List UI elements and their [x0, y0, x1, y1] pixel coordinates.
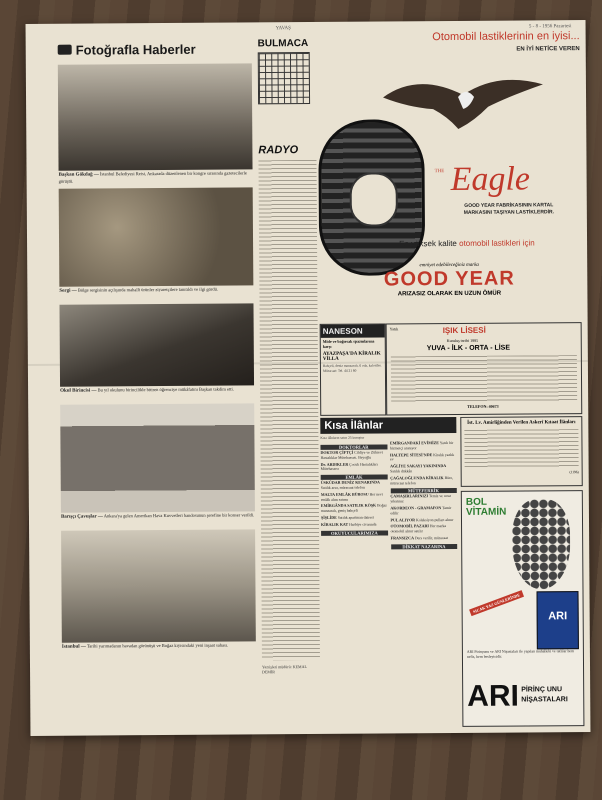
radio-program-text	[258, 160, 319, 660]
military-notice	[460, 416, 582, 487]
classified-entry: HALTEPE SİTESİ'NDE Kiralık yazlık ev	[390, 451, 455, 462]
military-notice-body	[464, 429, 578, 468]
hot-days-badge: SICAK YAZ GÜNLERİNDE	[469, 590, 524, 616]
naneson-ad	[320, 323, 387, 415]
camera-icon	[58, 45, 72, 55]
classifieds-column-2	[390, 441, 457, 549]
imprint: Yazıişleri müdürü: KEMAL DEMİR	[261, 664, 307, 675]
grapes-icon	[512, 499, 571, 589]
tire-hub	[350, 172, 398, 226]
classified-entry: ÇAMAŞIRLARINIZI Temiz ve ucuz yıkatınız	[390, 493, 452, 504]
photo-news-title: Fotoğrafla Haberler	[75, 41, 196, 58]
eagle-brand: Eagle	[450, 160, 531, 198]
classified-entry: DOKTOR ÇİFTÇİ Cildiye ve Zührevi Hastalıklar Mütehassısı. Beyoğlu	[320, 449, 383, 460]
classified-entry: FRANSIZCA Ders verilir, müracaat	[390, 535, 448, 541]
classified-entry: ÇAĞALOĞLUNDA KİRALIK Büro, müracaat telefon	[390, 474, 454, 486]
photo-news-column	[58, 36, 257, 727]
classified-entry: PUL ALIYOR Koleksiyon pulları alınır	[390, 516, 454, 522]
goodyear-tagline: ARIZASIZ OLARAK EN UZUN ÖMÜR	[397, 290, 502, 298]
ad-subheadline: EN İYİ NETİCE VEREN	[516, 46, 580, 53]
puzzle-radio-column	[258, 38, 321, 726]
classifieds-section	[320, 417, 458, 726]
category-header: EMLÂK	[321, 475, 388, 480]
classified-entry: ŞİŞLİDE Satılık apartman dairesi	[320, 514, 374, 520]
goodyear-eagle-ad	[318, 30, 582, 322]
classified-entry: Dr. ARDIKLER Çocuk Hastalıkları Mütehassısı	[320, 461, 378, 472]
military-notice-title: İst. Lv. Amirliğinden Verilen Askerî Kıtaat İlânları	[467, 420, 576, 426]
isik-established: Kuruluş tarihi 1885	[446, 337, 479, 344]
newspaper-page	[26, 20, 591, 736]
radio-title: RADYO	[258, 144, 299, 157]
photo-caption-1: Başkan Gökdağ — İstanbul Belediyesi Reisi, Ankarada düzenlenen bir kongre sırasında gazetecilerle görüştü.	[58, 170, 247, 184]
page-topline-right: 5 - 8 - 1956 Pazartesi	[528, 24, 572, 30]
classified-entry: EMİRGANDAKİ EVİMİZE Yatılı bir hizmetçi aranıyor	[389, 440, 454, 451]
photo-news-header	[58, 36, 252, 61]
classified-entry: KİRALIK KAT Harbiye civarında	[321, 521, 377, 527]
goodyear-logo: GOOD YEAR	[383, 267, 515, 291]
category-header: MÜTEFERRİK	[390, 488, 457, 493]
isik-lisesi-ad	[386, 322, 583, 415]
classifieds-column-1	[320, 441, 387, 549]
the-label: THE	[434, 169, 445, 175]
vitamin-slogan: BOL VİTAMİN	[465, 496, 507, 518]
news-photo-3	[59, 303, 254, 386]
product-box: ARI	[536, 591, 578, 649]
isik-topic: Yatılı	[389, 326, 399, 332]
ayazpasa-body: Bahçeli, deniz manzaralı, 6 oda, kalorifer. Müracaat: Tel. 44 21 60	[322, 363, 382, 373]
photo-caption-2: Sergi — Bölge sergisinin açılışında mahalli ürünler ziyaretçilere tanıtıldı ve ilgi gördü.	[59, 286, 219, 294]
news-photo-1	[58, 63, 253, 170]
isik-levels: YUVA - İLK - ORTA - LİSE	[426, 344, 511, 353]
tire-illustration	[318, 119, 425, 276]
crossword-title: BULMACA	[257, 37, 309, 50]
classified-entry: AKORDEON - GRAMAFON Tamir edilir	[390, 505, 452, 516]
photo-caption-4: Barışçı Çavuşlar — Ankara'ya gelen Amerikan Hava Kuvvetleri bandosunun şerefine bir konser verildi.	[60, 512, 255, 520]
news-photo-2	[59, 187, 254, 286]
attention-notice: DİKKAT NAZARINA	[391, 544, 458, 549]
page-topline-left: YAVAŞ	[275, 26, 291, 32]
isik-name: IŞIK LİSESİ	[442, 325, 486, 336]
classified-entry: ÜSKÜDAR DENİZ KENARINDA Satılık arsa, müracaat telefon	[320, 479, 380, 490]
isik-telephone: TELEFON: 40673	[467, 403, 499, 409]
classified-entry: OTOMOBİL PAZARI Her marka otomobil alınır satılır	[390, 523, 447, 534]
news-photo-4	[60, 403, 255, 512]
crossword-grid	[258, 52, 310, 104]
readers-notice: OKUYUCULARIMIZA	[321, 530, 388, 535]
classifieds-subtitle: Kısa ilânların satırı 25 kuruştur	[320, 435, 365, 440]
eagle-description: GOOD YEAR FABRİKASININ KARTAL MARKASINI TAŞIYAN LASTİKLERDİR.	[463, 202, 555, 216]
naneson-tag: Mide ve bağırsak spazmlarına karşı	[322, 338, 375, 349]
classified-entry: MALTA EMLÂK BÜROSU Her nevi emlâk alım satımı	[320, 491, 383, 502]
goodyear-small-text: emniyet edebileceğiniz marka	[419, 262, 479, 269]
ari-product-name: PİRİNÇ UNU NİŞASTALARI	[521, 686, 568, 704]
goodyear-logo-block	[324, 262, 574, 298]
classifieds-title: Kısa İlânlar	[320, 417, 456, 434]
photo-caption-5: İstanbul — Tarihi yarımadanın havadan görünüşü ve Boğaz kıyısındaki yeni inşaat sahası.	[61, 642, 229, 650]
photo-caption-3: Okul Birincisi — Bu yıl okulunu birincilikle bitiren öğrenciye mükâfatını Başkan takdim etti.	[60, 386, 234, 394]
ayazpasa-heading: AYAZPAŞA'DA KİRALIK VİLLA	[322, 351, 381, 362]
naneson-title: NANESON	[321, 324, 385, 337]
ari-starch-ad	[461, 490, 585, 727]
military-notice-ref: (1196)	[569, 470, 579, 475]
classified-entry: AĞLİYE SAKAYI YAKININDA Satılık dükkân	[390, 463, 447, 474]
ari-brand: ARI	[467, 679, 520, 713]
news-photo-5	[61, 529, 256, 642]
eagle-icon	[378, 66, 548, 137]
classified-entry: EMİRGÂNDA SATILIK KÖŞK Boğaz manzaralı, geniş bahçeli	[320, 502, 387, 514]
isik-body-text	[391, 355, 577, 402]
ad-headline: Otomobil lastiklerinin en iyisi...	[432, 30, 580, 44]
category-header: DOKTORLAR	[320, 444, 387, 449]
ari-description: ARI Pirinçunu ve ARI Nişastaları ile yapılan muhallebi ve tatlılar hem nefis, hem besleyicidir.	[466, 649, 575, 659]
ad-slogan: En yüksek kalite otomobil lastikleri için	[399, 238, 535, 249]
